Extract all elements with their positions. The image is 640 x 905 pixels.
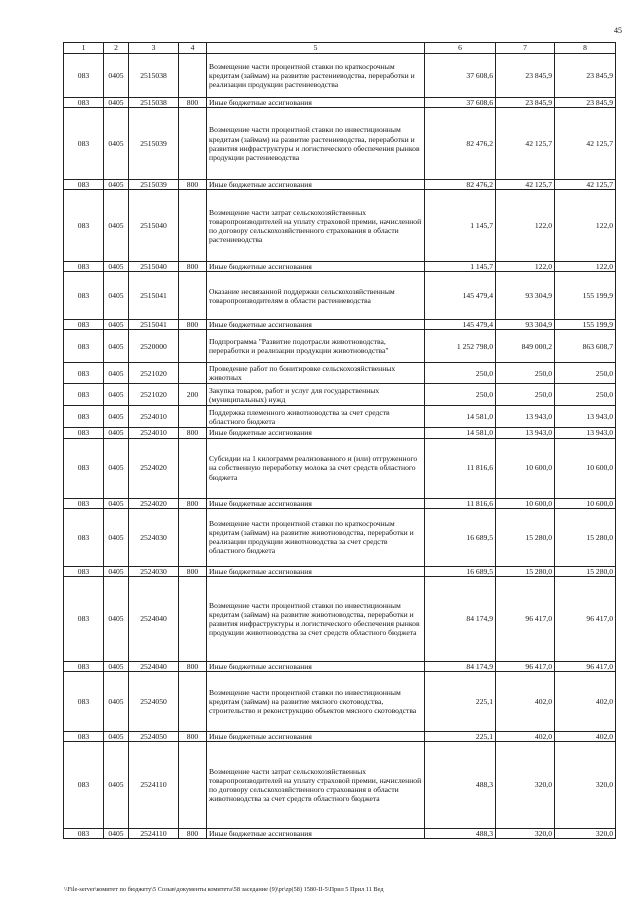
item-description: Возмещение части затрат сельскохозяйственных товаропроизводителей на уплату страховой премии, начисленной по договору сельскохозяйственного страхования в области растениеводства (207, 190, 425, 262)
column-number-row (64, 43, 616, 54)
amount-col-6: 82 476,2 (425, 108, 496, 180)
amount-col-7: 250,0 (496, 384, 555, 406)
target-article-code: 2524030 (129, 508, 179, 566)
table-row (64, 438, 616, 498)
column-number: 4 (179, 43, 207, 54)
target-article-code: 2524040 (129, 661, 179, 671)
target-article-code: 2524020 (129, 498, 179, 508)
amount-col-6: 84 174,9 (425, 576, 496, 661)
column-number: 8 (555, 43, 616, 54)
amount-col-8: 42 125,7 (555, 180, 616, 190)
item-description: Иные бюджетные ассигнования (207, 661, 425, 671)
expense-type-code: 800 (179, 498, 207, 508)
amount-col-8: 155 199,9 (555, 272, 616, 320)
amount-col-8: 15 280,0 (555, 508, 616, 566)
section-code: 0405 (104, 566, 129, 576)
amount-col-6: 82 476,2 (425, 180, 496, 190)
expense-type-code: 200 (179, 384, 207, 406)
section-code: 0405 (104, 363, 129, 384)
item-description: Возмещение части процентной ставки по инвестиционным кредитам (займам) на развитие животноводства, переработки и развития инфраструктуры и логистического обеспечения рынков продукции животноводства за счет средств областного бюджета (207, 576, 425, 661)
item-description: Иные бюджетные ассигнования (207, 262, 425, 272)
section-code: 0405 (104, 98, 129, 108)
target-article-code: 2515038 (129, 98, 179, 108)
item-description: Подпрограмма "Развитие подотрасли животноводства, переработки и реализации продукции животноводства" (207, 330, 425, 363)
target-article-code: 2521020 (129, 384, 179, 406)
table-row (64, 731, 616, 741)
budget-table (63, 42, 616, 839)
amount-col-7: 849 000,2 (496, 330, 555, 363)
amount-col-6: 16 689,5 (425, 566, 496, 576)
ministry-code: 083 (64, 320, 104, 330)
amount-col-7: 23 845,9 (496, 54, 555, 98)
amount-col-8: 10 600,0 (555, 498, 616, 508)
expense-type-code: 800 (179, 828, 207, 838)
amount-col-7: 15 280,0 (496, 508, 555, 566)
item-description: Иные бюджетные ассигнования (207, 731, 425, 741)
amount-col-8: 13 943,0 (555, 406, 616, 428)
amount-col-7: 42 125,7 (496, 180, 555, 190)
table-row (64, 190, 616, 262)
target-article-code: 2515038 (129, 54, 179, 98)
ministry-code: 083 (64, 498, 104, 508)
section-code: 0405 (104, 661, 129, 671)
item-description: Возмещение части процентной ставки по инвестиционным кредитам (займам) на развитие мясного скотоводства, строительство и реконструкцию объектов мясного скотоводства (207, 671, 425, 731)
section-code: 0405 (104, 438, 129, 498)
ministry-code: 083 (64, 661, 104, 671)
ministry-code: 083 (64, 828, 104, 838)
section-code: 0405 (104, 272, 129, 320)
expense-type-code (179, 272, 207, 320)
amount-col-8: 23 845,9 (555, 98, 616, 108)
amount-col-6: 1 145,7 (425, 190, 496, 262)
section-code: 0405 (104, 406, 129, 428)
item-description: Иные бюджетные ассигнования (207, 320, 425, 330)
amount-col-7: 402,0 (496, 671, 555, 731)
expense-type-code: 800 (179, 428, 207, 438)
column-number: 2 (104, 43, 129, 54)
table-row (64, 508, 616, 566)
amount-col-7: 13 943,0 (496, 428, 555, 438)
amount-col-8: 15 280,0 (555, 566, 616, 576)
amount-col-8: 42 125,7 (555, 108, 616, 180)
amount-col-6: 225,1 (425, 731, 496, 741)
target-article-code: 2515040 (129, 262, 179, 272)
table-row (64, 576, 616, 661)
amount-col-7: 42 125,7 (496, 108, 555, 180)
amount-col-6: 37 608,6 (425, 54, 496, 98)
target-article-code: 2515041 (129, 272, 179, 320)
amount-col-6: 145 479,4 (425, 272, 496, 320)
column-number: 5 (207, 43, 425, 54)
expense-type-code (179, 54, 207, 98)
ministry-code: 083 (64, 508, 104, 566)
target-article-code: 2524050 (129, 731, 179, 741)
item-description: Возмещение части процентной ставки по инвестиционным кредитам (займам) на развитие растениеводства, переработки и развития инфраструктуры и логистического обеспечения рынков продукции растениеводства (207, 108, 425, 180)
item-description: Субсидии на 1 килограмм реализованного и (или) отгруженного на собственную переработку молока за счет средств областного бюджета (207, 438, 425, 498)
item-description: Иные бюджетные ассигнования (207, 98, 425, 108)
expense-type-code (179, 438, 207, 498)
expense-type-code: 800 (179, 98, 207, 108)
ministry-code: 083 (64, 272, 104, 320)
ministry-code: 083 (64, 671, 104, 731)
amount-col-6: 250,0 (425, 363, 496, 384)
section-code: 0405 (104, 384, 129, 406)
amount-col-8: 96 417,0 (555, 576, 616, 661)
column-number: 6 (425, 43, 496, 54)
amount-col-8: 122,0 (555, 262, 616, 272)
amount-col-6: 84 174,9 (425, 661, 496, 671)
ministry-code: 083 (64, 363, 104, 384)
expense-type-code (179, 108, 207, 180)
amount-col-8: 320,0 (555, 741, 616, 828)
section-code: 0405 (104, 828, 129, 838)
ministry-code: 083 (64, 384, 104, 406)
table-row (64, 428, 616, 438)
amount-col-6: 11 816,6 (425, 438, 496, 498)
target-article-code: 2515039 (129, 180, 179, 190)
amount-col-8: 402,0 (555, 671, 616, 731)
amount-col-6: 250,0 (425, 384, 496, 406)
ministry-code: 083 (64, 428, 104, 438)
amount-col-6: 16 689,5 (425, 508, 496, 566)
amount-col-8: 863 608,7 (555, 330, 616, 363)
table-row (64, 406, 616, 428)
amount-col-8: 122,0 (555, 190, 616, 262)
amount-col-6: 11 816,6 (425, 498, 496, 508)
ministry-code: 083 (64, 731, 104, 741)
amount-col-7: 122,0 (496, 190, 555, 262)
expense-type-code (179, 406, 207, 428)
expense-type-code: 800 (179, 731, 207, 741)
amount-col-7: 320,0 (496, 828, 555, 838)
ministry-code: 083 (64, 566, 104, 576)
expense-type-code (179, 363, 207, 384)
table-row (64, 384, 616, 406)
item-description: Иные бюджетные ассигнования (207, 180, 425, 190)
target-article-code: 2515041 (129, 320, 179, 330)
amount-col-7: 250,0 (496, 363, 555, 384)
target-article-code: 2524110 (129, 741, 179, 828)
ministry-code: 083 (64, 108, 104, 180)
ministry-code: 083 (64, 98, 104, 108)
table-row (64, 272, 616, 320)
expense-type-code: 800 (179, 566, 207, 576)
section-code: 0405 (104, 731, 129, 741)
amount-col-8: 10 600,0 (555, 438, 616, 498)
ministry-code: 083 (64, 180, 104, 190)
expense-type-code: 800 (179, 320, 207, 330)
section-code: 0405 (104, 741, 129, 828)
amount-col-7: 96 417,0 (496, 576, 555, 661)
section-code: 0405 (104, 262, 129, 272)
table-row (64, 98, 616, 108)
amount-col-7: 320,0 (496, 741, 555, 828)
target-article-code: 2524010 (129, 406, 179, 428)
amount-col-8: 155 199,9 (555, 320, 616, 330)
ministry-code: 083 (64, 262, 104, 272)
item-description: Закупка товаров, работ и услуг для государственных (муниципальных) нужд (207, 384, 425, 406)
amount-col-8: 250,0 (555, 384, 616, 406)
amount-col-7: 13 943,0 (496, 406, 555, 428)
table-row (64, 828, 616, 838)
item-description: Поддержка племенного животноводства за счет средств областного бюджета (207, 406, 425, 428)
section-code: 0405 (104, 108, 129, 180)
amount-col-7: 10 600,0 (496, 438, 555, 498)
amount-col-6: 488,3 (425, 741, 496, 828)
ministry-code: 083 (64, 438, 104, 498)
target-article-code: 2520000 (129, 330, 179, 363)
table-row (64, 498, 616, 508)
table-row (64, 330, 616, 363)
amount-col-7: 96 417,0 (496, 661, 555, 671)
expense-type-code (179, 190, 207, 262)
expense-type-code: 800 (179, 262, 207, 272)
target-article-code: 2524110 (129, 828, 179, 838)
column-number: 1 (64, 43, 104, 54)
table-row (64, 661, 616, 671)
target-article-code: 2524050 (129, 671, 179, 731)
section-code: 0405 (104, 576, 129, 661)
item-description: Оказание несвязанной поддержки сельскохозяйственным товаропроизводителям в области растениеводства (207, 272, 425, 320)
item-description: Иные бюджетные ассигнования (207, 566, 425, 576)
expense-type-code: 800 (179, 661, 207, 671)
target-article-code: 2524010 (129, 428, 179, 438)
file-path-footer: \\File-server\комитет по бюджету\5 Созыв\документы комитета\58 заседание (9)\pr\zp(58) 1580-II-5\Прил 5 Прил 11 Вед (64, 886, 384, 893)
section-code: 0405 (104, 498, 129, 508)
amount-col-7: 10 600,0 (496, 498, 555, 508)
amount-col-7: 23 845,9 (496, 98, 555, 108)
amount-col-8: 250,0 (555, 363, 616, 384)
expense-type-code (179, 576, 207, 661)
item-description: Возмещение части процентной ставки по краткосрочным кредитам (займам) на развитие животноводства, переработки и реализации продукции животноводства за счет средств областного бюджета (207, 508, 425, 566)
expense-type-code (179, 671, 207, 731)
amount-col-8: 13 943,0 (555, 428, 616, 438)
amount-col-7: 402,0 (496, 731, 555, 741)
section-code: 0405 (104, 508, 129, 566)
section-code: 0405 (104, 190, 129, 262)
item-description: Возмещение части затрат сельскохозяйственных товаропроизводителей на уплату страховой премии, начисленной по договору сельскохозяйственного страхования в области животноводства за счет средств областного бюджета (207, 741, 425, 828)
amount-col-6: 37 608,6 (425, 98, 496, 108)
amount-col-7: 93 304,9 (496, 272, 555, 320)
item-description: Иные бюджетные ассигнования (207, 828, 425, 838)
section-code: 0405 (104, 180, 129, 190)
expense-type-code (179, 741, 207, 828)
expense-type-code (179, 330, 207, 363)
amount-col-6: 14 581,0 (425, 428, 496, 438)
table-row (64, 320, 616, 330)
target-article-code: 2521020 (129, 363, 179, 384)
amount-col-6: 1 145,7 (425, 262, 496, 272)
section-code: 0405 (104, 54, 129, 98)
target-article-code: 2524040 (129, 576, 179, 661)
ministry-code: 083 (64, 190, 104, 262)
section-code: 0405 (104, 671, 129, 731)
column-number: 3 (129, 43, 179, 54)
amount-col-6: 14 581,0 (425, 406, 496, 428)
ministry-code: 083 (64, 576, 104, 661)
amount-col-8: 320,0 (555, 828, 616, 838)
amount-col-8: 402,0 (555, 731, 616, 741)
amount-col-6: 225,1 (425, 671, 496, 731)
item-description: Возмещение части процентной ставки по краткосрочным кредитам (займам) на развитие растениеводства, переработки и реализации продукции растениеводства (207, 54, 425, 98)
section-code: 0405 (104, 428, 129, 438)
amount-col-7: 93 304,9 (496, 320, 555, 330)
amount-col-8: 23 845,9 (555, 54, 616, 98)
ministry-code: 083 (64, 741, 104, 828)
ministry-code: 083 (64, 406, 104, 428)
table-row (64, 671, 616, 731)
column-number: 7 (496, 43, 555, 54)
amount-col-8: 96 417,0 (555, 661, 616, 671)
item-description: Иные бюджетные ассигнования (207, 498, 425, 508)
target-article-code: 2515039 (129, 108, 179, 180)
ministry-code: 083 (64, 54, 104, 98)
target-article-code: 2515040 (129, 190, 179, 262)
amount-col-6: 488,3 (425, 828, 496, 838)
expense-type-code: 800 (179, 180, 207, 190)
table-row (64, 566, 616, 576)
page-number: 45 (614, 26, 622, 35)
expense-type-code (179, 508, 207, 566)
item-description: Проведение работ по бонитировке сельскохозяйственных животных (207, 363, 425, 384)
table-row (64, 108, 616, 180)
table-row (64, 180, 616, 190)
ministry-code: 083 (64, 330, 104, 363)
section-code: 0405 (104, 330, 129, 363)
table-row (64, 54, 616, 98)
amount-col-7: 15 280,0 (496, 566, 555, 576)
table-row (64, 363, 616, 384)
amount-col-7: 122,0 (496, 262, 555, 272)
amount-col-6: 1 252 798,0 (425, 330, 496, 363)
amount-col-6: 145 479,4 (425, 320, 496, 330)
table-row (64, 262, 616, 272)
table-row (64, 741, 616, 828)
target-article-code: 2524020 (129, 438, 179, 498)
section-code: 0405 (104, 320, 129, 330)
item-description: Иные бюджетные ассигнования (207, 428, 425, 438)
target-article-code: 2524030 (129, 566, 179, 576)
